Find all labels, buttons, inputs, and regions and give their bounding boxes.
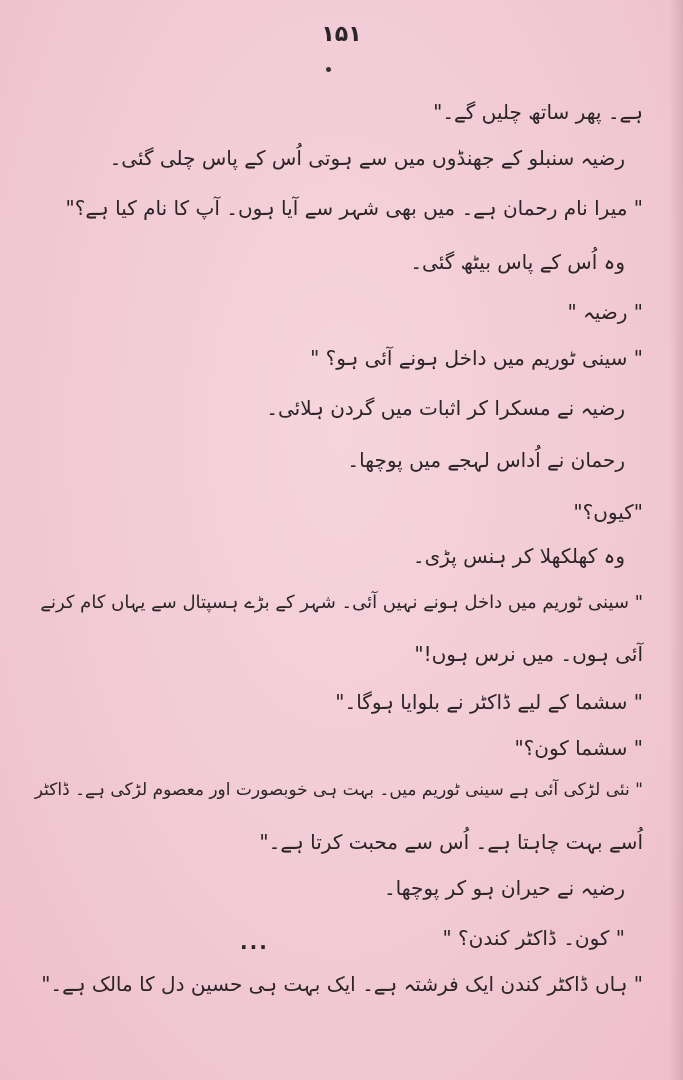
page-edge-shadow <box>669 0 683 1080</box>
ink-dot <box>326 67 331 72</box>
text-line-6: " سینی ٹوریم میں داخل ہونے آئی ہو؟ " <box>310 346 643 370</box>
text-line-12: آئی ہوں۔ میں نرس ہوں!" <box>414 642 643 666</box>
text-line-7: رضیہ نے مسکرا کر اثبات میں گردن ہلائی۔ <box>266 396 625 420</box>
text-line-16: اُسے بہت چاہتا ہے۔ اُس سے محبت کرتا ہے۔" <box>259 830 643 854</box>
text-line-3: " میرا نام رحمان ہے۔ میں بھی شہر سے آیا ہوں۔ آپ کا نام کیا ہے؟" <box>65 196 643 220</box>
ellipsis: ... <box>240 930 269 954</box>
text-line-15: " نئی لڑکی آئی ہے سینی ٹوریم میں۔ بہت ہی خوبصورت اور معصوم لڑکی ہے۔ ڈاکٹر <box>34 780 643 800</box>
text-line-11: " سینی ٹوریم میں داخل ہونے نہیں آئی۔ شہر کے بڑے ہسپتال سے یہاں کام کرنے <box>40 592 643 613</box>
text-line-17: رضیہ نے حیران ہو کر پوچھا۔ <box>383 876 625 900</box>
page-number: ۱۵۱ <box>321 22 362 47</box>
text-line-8: رحمان نے اُداس لہجے میں پوچھا۔ <box>347 448 625 472</box>
text-line-10: وہ کھلکھلا کر ہنس پڑی۔ <box>412 544 625 568</box>
text-line-5: " رضیہ " <box>567 300 643 324</box>
text-line-4: وہ اُس کے پاس بیٹھ گئی۔ <box>410 250 625 274</box>
text-line-13: " سشما کے لیے ڈاکٹر نے بلوایا ہوگا۔" <box>335 690 643 714</box>
text-line-2: رضیہ سنبلو کے جھنڈوں میں سے ہوتی اُس کے پاس چلی گئی۔ <box>109 146 625 170</box>
text-line-9: "کیوں؟" <box>573 500 643 524</box>
text-line-18: " کون۔ ڈاکٹر کندن؟ " <box>442 926 625 950</box>
text-line-19: " ہاں ڈاکٹر کندن ایک فرشتہ ہے۔ ایک بہت ہی حسین دل کا مالک ہے۔" <box>41 972 643 996</box>
text-line-14: " سشما کون؟" <box>514 736 643 760</box>
text-line-1: ہے۔ پھر ساتھ چلیں گے۔" <box>433 100 643 124</box>
